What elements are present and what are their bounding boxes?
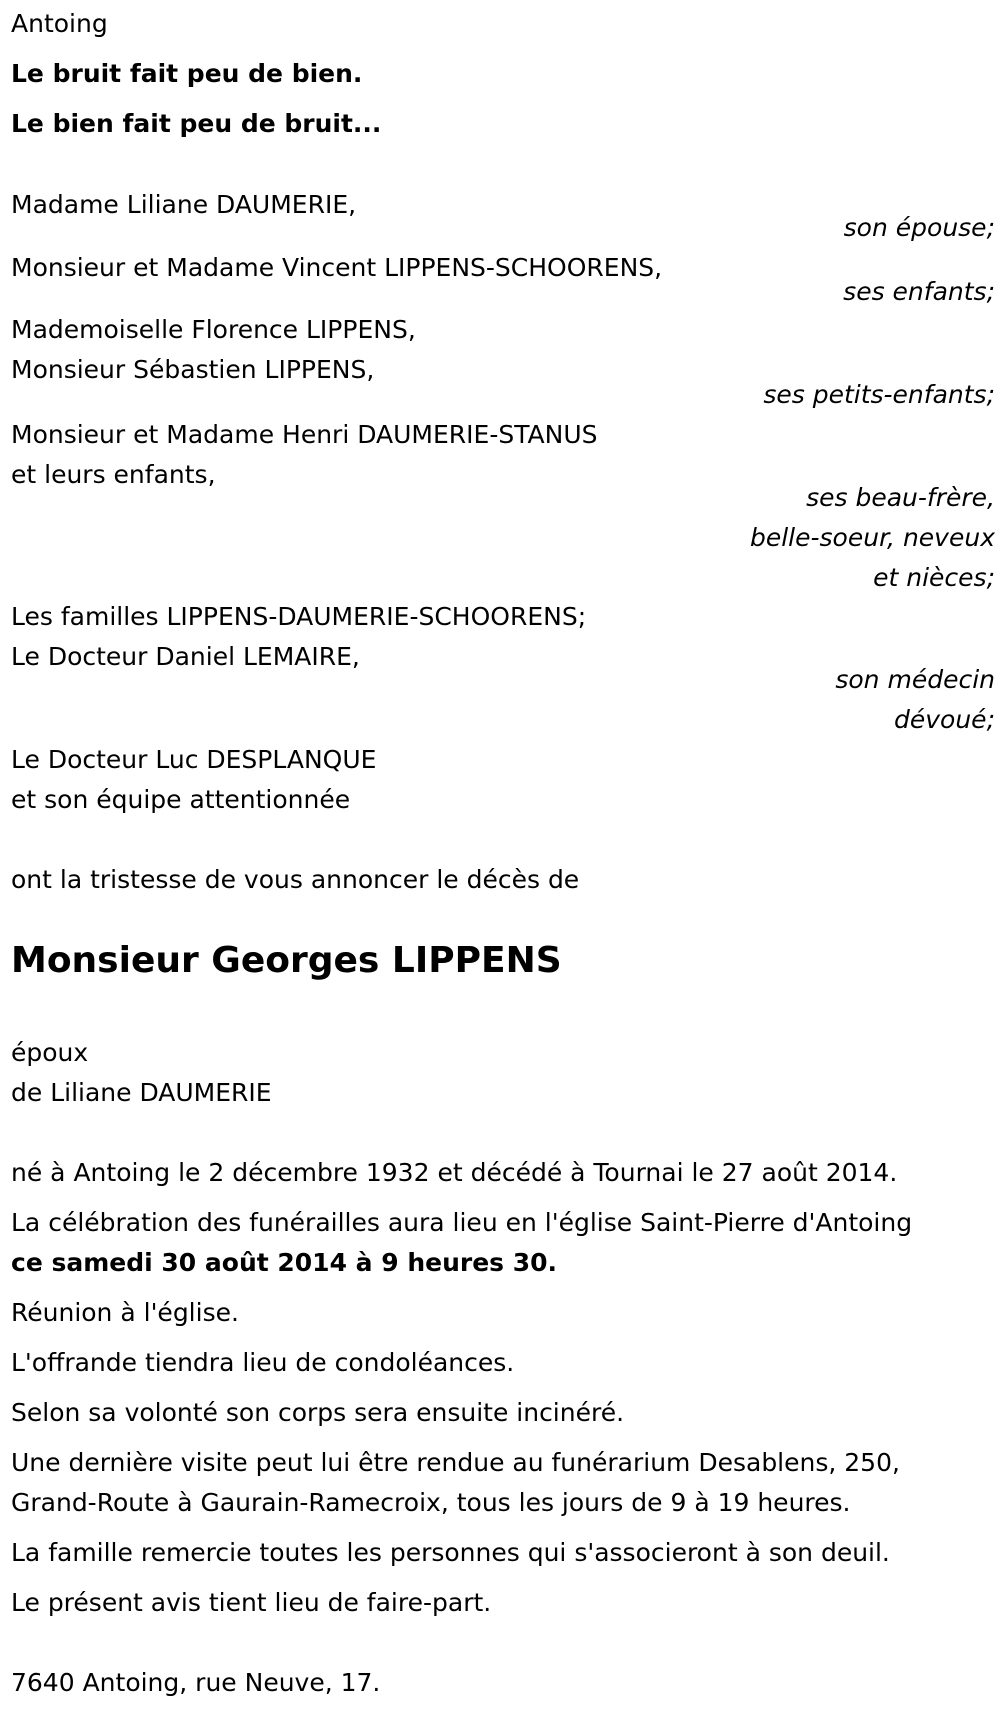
motto-line-2: Le bien fait peu de bruit... [11, 109, 382, 138]
children-name: Monsieur et Madame Vincent LIPPENS-SCHOORENS, [11, 253, 663, 282]
funeral-line-2: ce samedi 30 août 2014 à 9 heures 30. [11, 1248, 558, 1277]
doctor-1-relation-2: dévoué; [894, 705, 995, 734]
doctor-2-line-1: Le Docteur Luc DESPLANQUE [11, 745, 377, 774]
meeting-line: Réunion à l'église. [11, 1298, 239, 1327]
announcement-intro: ont la tristesse de vous annoncer le décès de [11, 865, 580, 894]
town-header: Antoing [11, 9, 108, 38]
grandchildren-relation: ses petits-enfants; [763, 380, 995, 409]
spouse-of: de Liliane DAUMERIE [11, 1078, 272, 1107]
visit-line-1: Une dernière visite peut lui être rendue au funérarium Desablens, 250, [11, 1448, 900, 1477]
inlaws-relation-1: ses beau-frère, [806, 483, 995, 512]
spouse-label: époux [11, 1038, 89, 1067]
address-line: 7640 Antoing, rue Neuve, 17. [11, 1668, 381, 1697]
visit-line-2: Grand-Route à Gaurain-Ramecroix, tous les jours de 9 à 19 heures. [11, 1488, 851, 1517]
inlaws-line-1: Monsieur et Madame Henri DAUMERIE-STANUS [11, 420, 598, 449]
deceased-name: Monsieur Georges LIPPENS [11, 940, 562, 981]
motto-line-1: Le bruit fait peu de bien. [11, 59, 363, 88]
cremation-line: Selon sa volonté son corps sera ensuite incinéré. [11, 1398, 625, 1427]
children-relation: ses enfants; [843, 277, 995, 306]
inlaws-relation-2: belle-soeur, neveux [749, 523, 995, 552]
grandchild-1: Mademoiselle Florence LIPPENS, [11, 315, 416, 344]
birth-death-line: né à Antoing le 2 décembre 1932 et décédé à Tournai le 27 août 2014. [11, 1158, 898, 1187]
families-line: Les familles LIPPENS-DAUMERIE-SCHOORENS; [11, 602, 587, 631]
inlaws-relation-3: et nièces; [873, 563, 995, 592]
spouse-relation: son épouse; [843, 213, 995, 242]
thanks-line: La famille remercie toutes les personnes qui s'associeront à son deuil. [11, 1538, 890, 1567]
grandchild-2: Monsieur Sébastien LIPPENS, [11, 355, 375, 384]
doctor-2-line-2: et son équipe attentionnée [11, 785, 351, 814]
inlaws-line-2: et leurs enfants, [11, 460, 216, 489]
doctor-1-relation-1: son médecin [835, 665, 995, 694]
doctor-1: Le Docteur Daniel LEMAIRE, [11, 642, 360, 671]
notice-line: Le présent avis tient lieu de faire-part. [11, 1588, 492, 1617]
offering-line: L'offrande tiendra lieu de condoléances. [11, 1348, 515, 1377]
spouse-name: Madame Liliane DAUMERIE, [11, 190, 357, 219]
funeral-line-1: La célébration des funérailles aura lieu en l'église Saint-Pierre d'Antoing [11, 1208, 913, 1237]
